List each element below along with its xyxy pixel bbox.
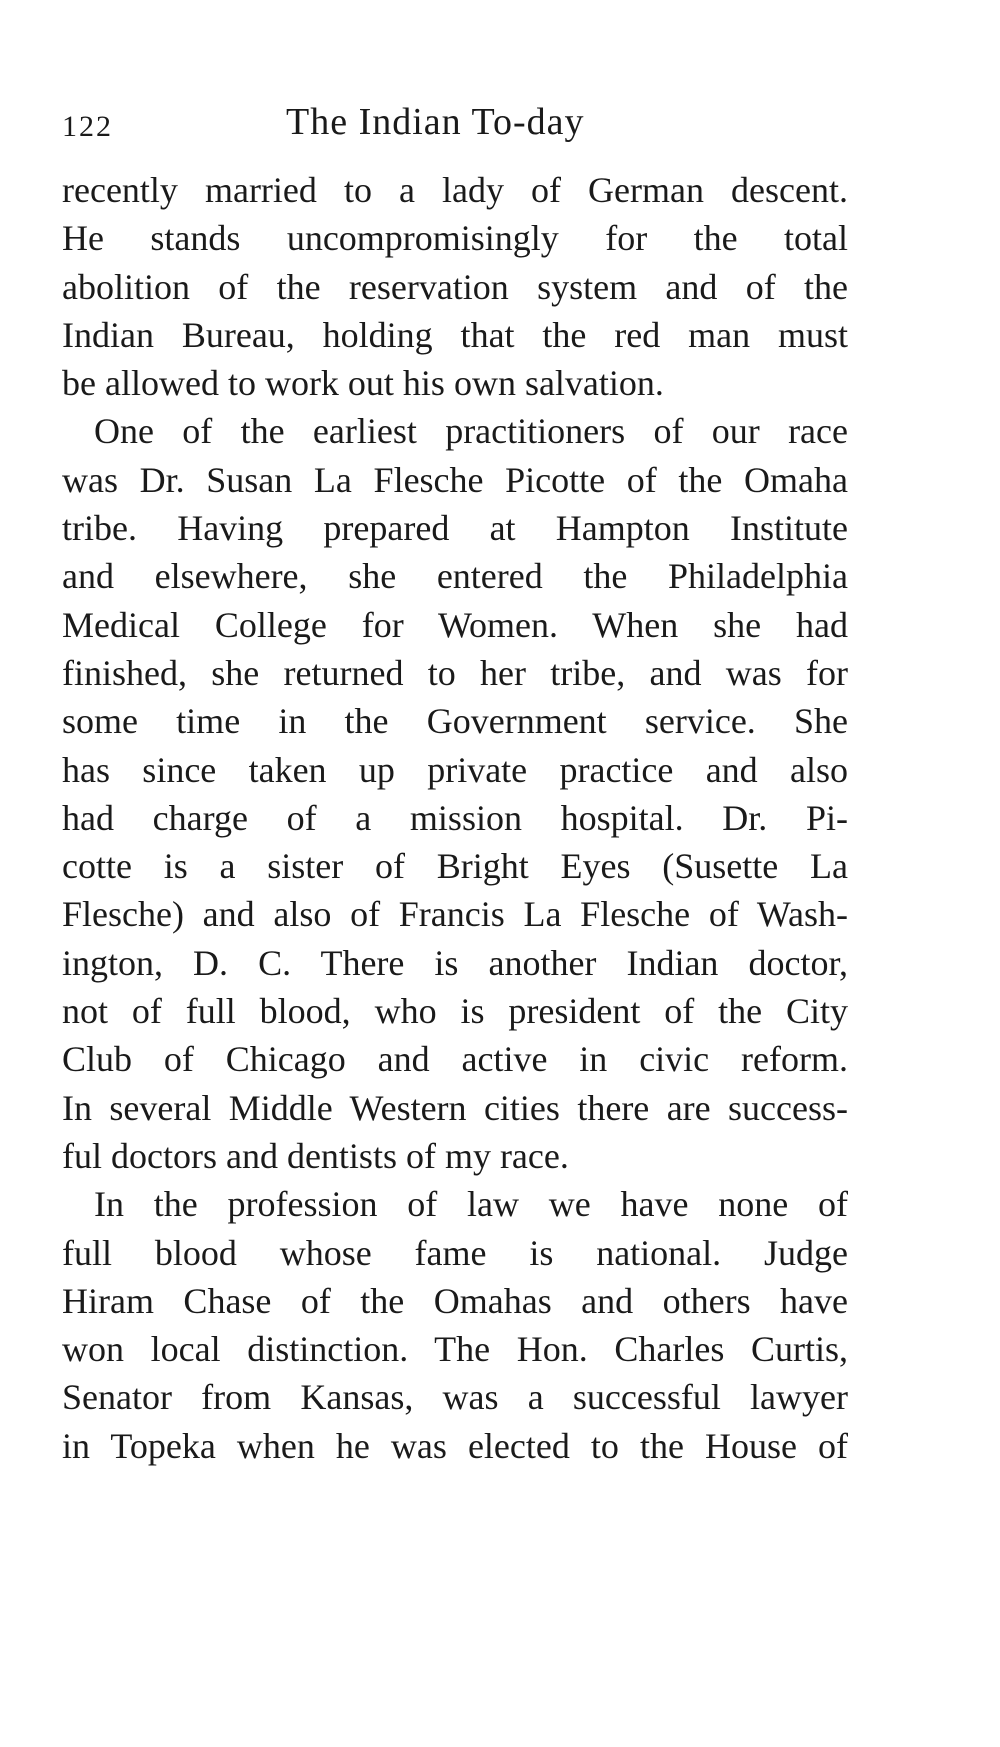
- text-line: cotte is a sister of Bright Eyes (Susette La: [62, 846, 848, 887]
- text-line: Hiram Chase of the Omahas and others have: [62, 1280, 848, 1321]
- text-line: won local distinction. The Hon. Charles Curtis,: [62, 1329, 848, 1370]
- text-line: tribe. Having prepared at Hampton Institute: [62, 508, 848, 549]
- body-text: [62, 166, 848, 1470]
- text-line: In several Middle Western cities there are success-: [62, 1087, 848, 1128]
- text-line: One of the earliest practitioners of our race: [94, 411, 848, 452]
- text-line: some time in the Government service. She: [62, 701, 848, 742]
- text-line: ington, D. C. There is another Indian doctor,: [62, 942, 848, 983]
- running-title: The Indian To-day: [286, 101, 585, 143]
- text-line: Medical College for Women. When she had: [62, 604, 848, 645]
- text-line: full blood whose fame is national. Judge: [62, 1232, 848, 1273]
- text-line: ful doctors and dentists of my race.: [62, 1135, 569, 1176]
- text-line: In the profession of law we have none of: [94, 1184, 848, 1225]
- text-line: abolition of the reservation system and of the: [62, 266, 848, 307]
- text-line: not of full blood, who is president of the City: [62, 991, 848, 1032]
- text-line: Flesche) and also of Francis La Flesche of Wash-: [62, 894, 848, 935]
- text-line: has since taken up private practice and also: [62, 749, 848, 790]
- text-line: and elsewhere, she entered the Philadelphia: [62, 556, 848, 597]
- text-line: in Topeka when he was elected to the House of: [62, 1425, 848, 1466]
- text-line: be allowed to work out his own salvation.: [62, 363, 664, 404]
- text-line: was Dr. Susan La Flesche Picotte of the Omaha: [62, 459, 848, 500]
- text-line: recently married to a lady of German descent.: [62, 170, 848, 210]
- text-line: had charge of a mission hospital. Dr. Pi-: [62, 797, 848, 838]
- page-number: 122: [62, 110, 113, 143]
- text-line: Indian Bureau, holding that the red man must: [62, 314, 848, 355]
- text-line: He stands uncompromisingly for the total: [62, 218, 848, 259]
- running-head: [62, 100, 862, 150]
- text-line: Club of Chicago and active in civic reform.: [62, 1039, 848, 1080]
- text-line: Senator from Kansas, was a successful lawyer: [62, 1377, 848, 1418]
- text-line: finished, she returned to her tribe, and was for: [62, 652, 848, 693]
